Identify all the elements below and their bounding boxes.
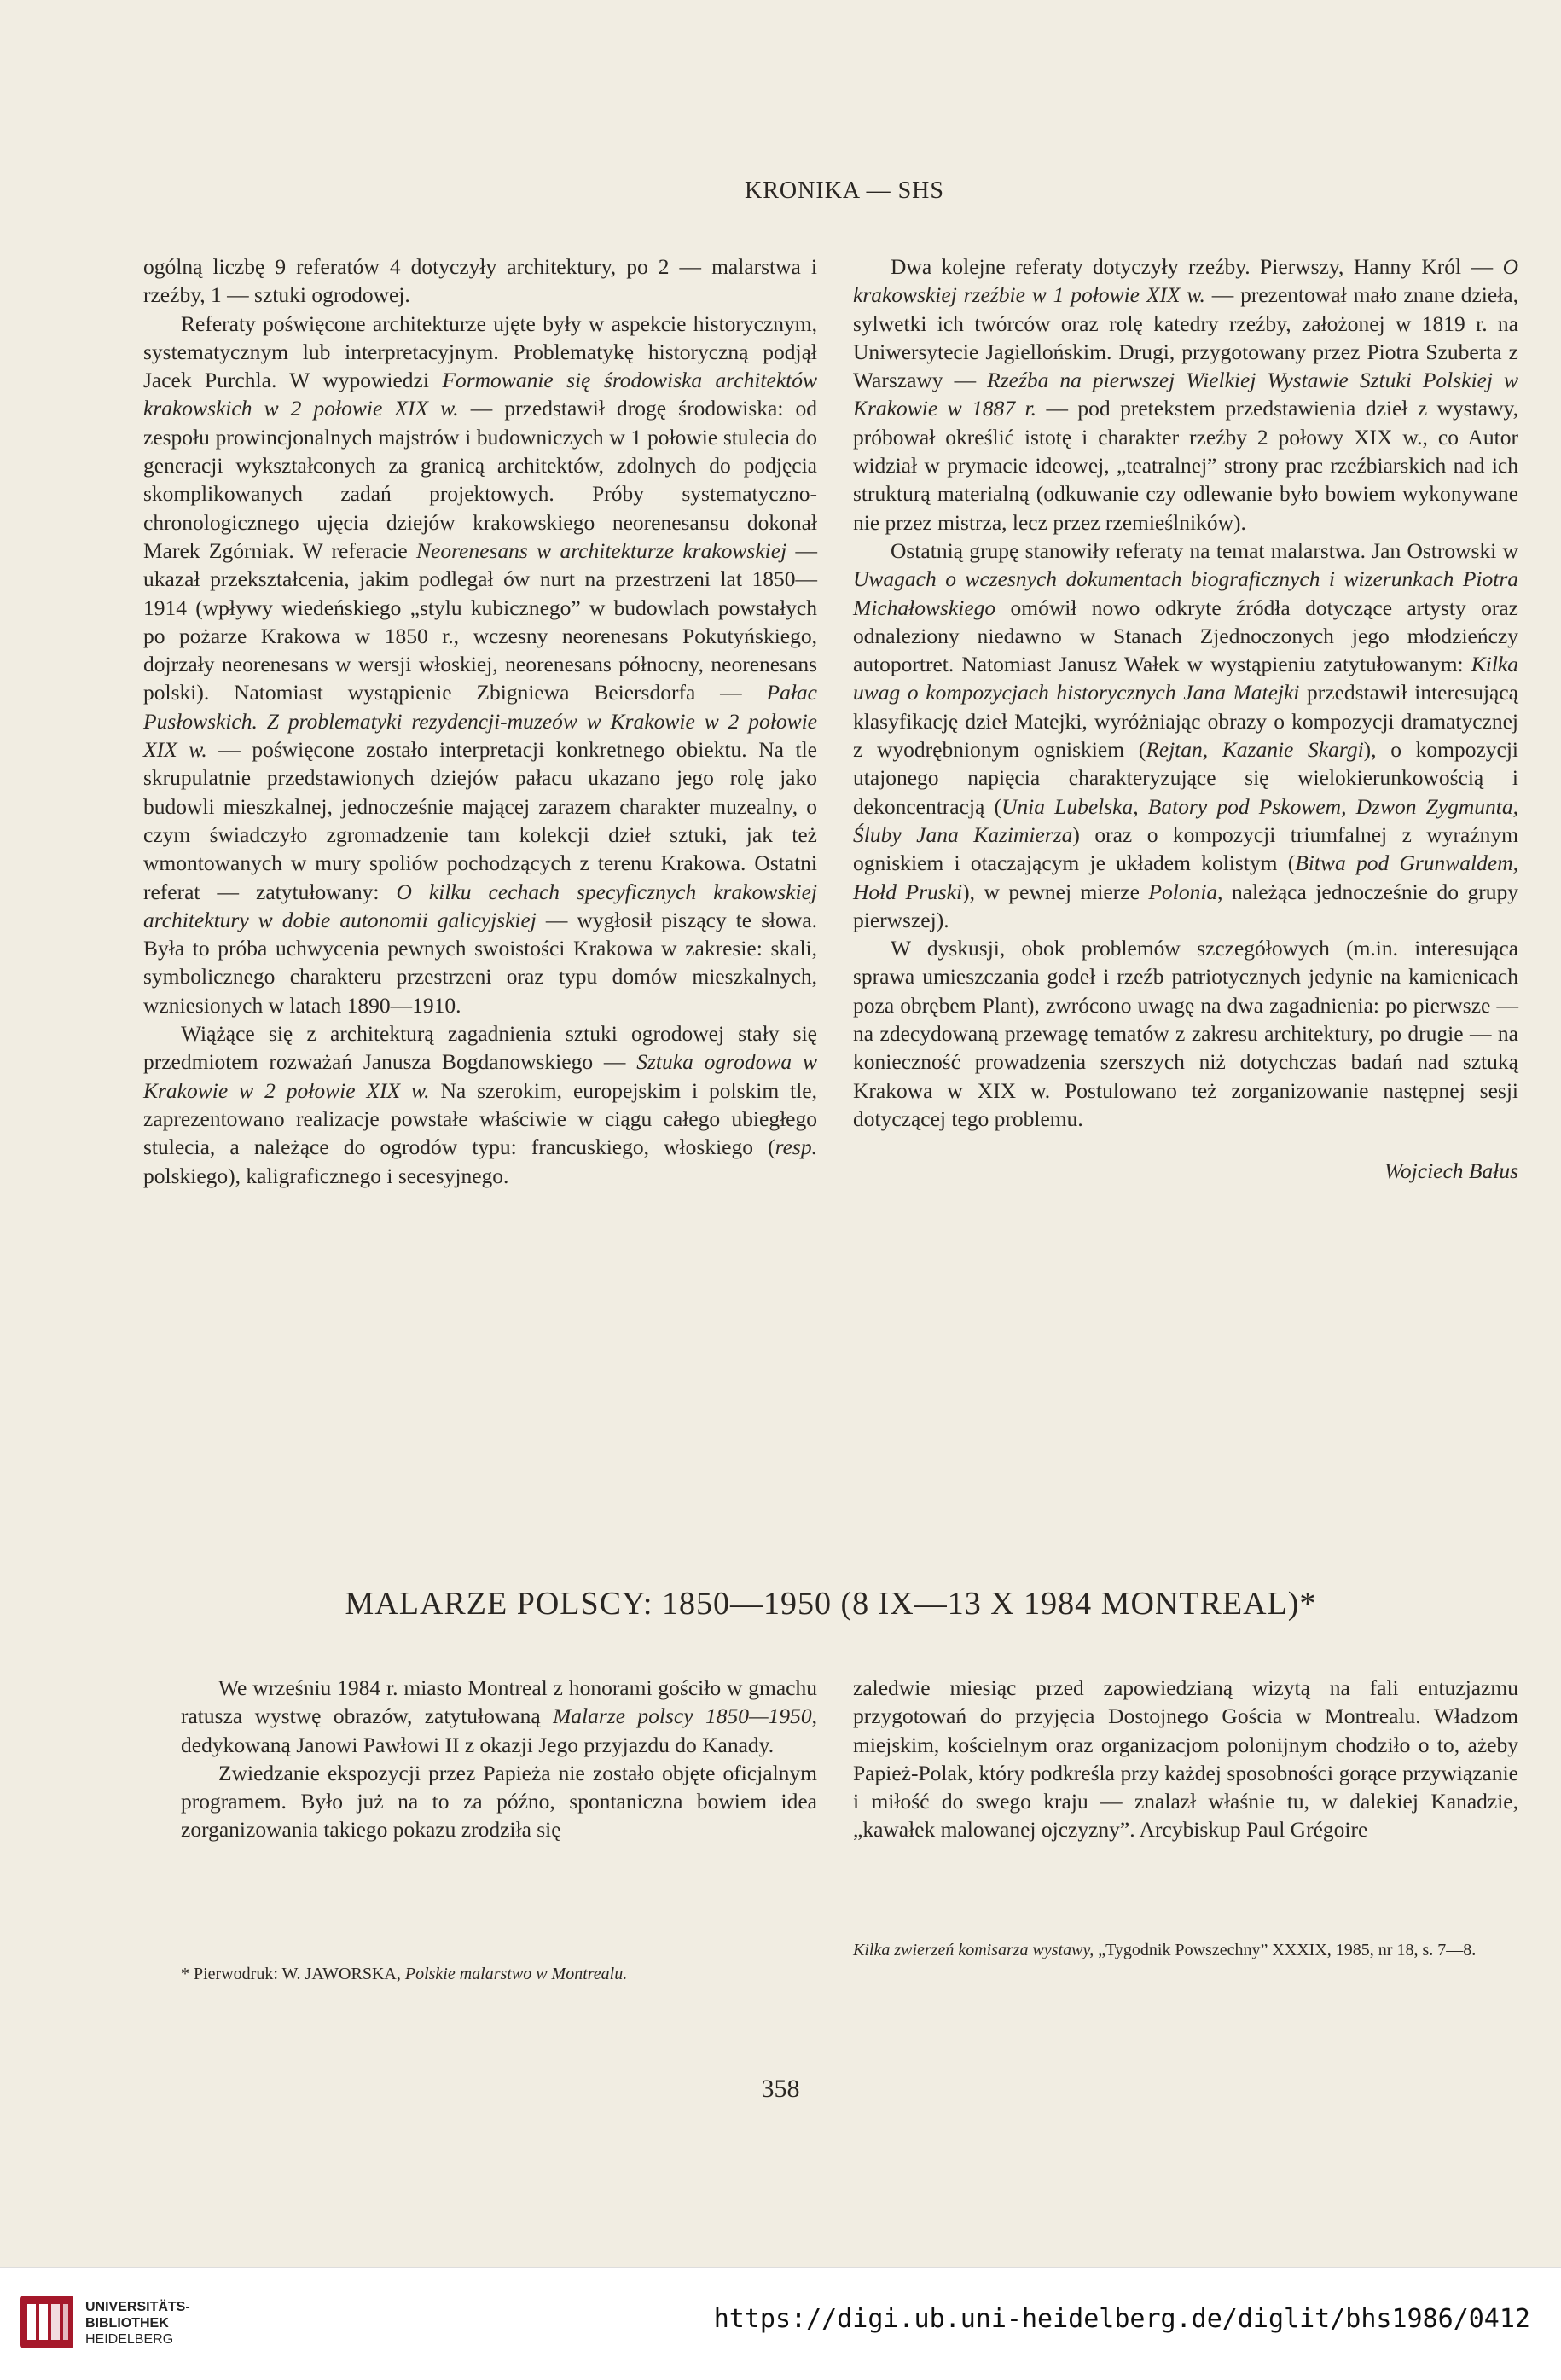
text: omówił nowo odkryte źródła dotyczące artysty oraz odnaleziony niedawno w Stanach Zjednoczonych jego młodzieńczy autoportret. Natomiast Janusz Wałek w wystąpieniu zatytułowanym: [853, 595, 1518, 677]
paragraph [181, 1674, 817, 1759]
text: Referaty poświęcone architekturze ujęte były w aspekcie historycznym, systematycznym lub interpretacyjnym. Problematykę historyczną podjął Jacek Purchla. W wypowiedzi [143, 311, 817, 393]
text: , należąca jednocześnie do grupy pierwszej). [853, 879, 1519, 932]
cited-title: Kilka zwierzeń komisarza wystawy, [853, 1941, 1094, 1959]
university-library-logo-icon [17, 2292, 77, 2352]
cited-title: Formowanie się środowiska architektów krakowskich w 2 połowie XIX w. [143, 368, 817, 421]
cited-title: Pałac Pusłowskich. Z problematyki rezydencji-muzeów w Krakowie w 2 połowie XIX w. [143, 680, 817, 763]
text: * Pierwodruk: W. JAWORSKA, [181, 1965, 405, 1983]
permalink-url[interactable]: https://digi.ub.uni-heidelberg.de/diglit/bhs1986/0412 [713, 2304, 1530, 2334]
text-column-right [853, 253, 1518, 1186]
text: Wiążące się z architekturą zagadnienia sztuki ogrodowej stały się przedmiotem rozważań Janusza Bogdanowskiego — [143, 1021, 817, 1075]
paragraph [143, 1019, 817, 1190]
text: — poświęcone zostało interpretacji konkretnego obiektu. Na tle skrupulatnie przedstawionych dziejów pałacu ukazano jego rolę jako budowli mieszkalnej, jednocześnie mającej zarazem charakter muzealny, o czym świadczyło zgromadzenie tam kolekcji dzieł sztuki, jak też wmontowanych w mury spoliów pochodzących z terenu Krakowa. Ostatni referat — zatytułowany: [143, 737, 817, 904]
cited-title: Uwagach o wczesnych dokumentach biograficznych i wizerunkach Piotra Michałowskiego [853, 566, 1518, 620]
text: We wrześniu 1984 r. miasto Montreal z honorami gościło w gmachu ratusza wystwę obrazów, zatytułowaną [181, 1675, 817, 1729]
text: — ukazał przekształcenia, jakim podlegał ów nurt na przestrzeni lat 1850—1914 (wpływy wiedeńskiego „stylu kubicznego” w budowlach powstałych po pożarze Krakowa w 1850 r., wczesny neorenesans Pokutyńskiego, dojrzały neorenesans w wersji włoskiej, neorenesans północny, neorenesans polski). Natomiast wystąpienie Zbigniewa Beiersdorfa — [143, 537, 817, 705]
text: — prezentował mało znane dzieła, sylwetki ich twórców oraz rolę katedry rzeźby, założonej w 1819 r. na Uniwersytecie Jagiellońskim. Drugi, przygotowany przez Piotra Szuberta z Warszawy — [853, 282, 1518, 393]
library-name-line: BIBLIOTHEK [85, 2316, 169, 2331]
running-head: KRONIKA — SHS [745, 177, 944, 204]
footnote-left [181, 1962, 817, 1987]
cited-title: Malarze polscy 1850—1950 [553, 1704, 812, 1729]
library-name-line: UNIVERSITÄTS- [85, 2300, 190, 2314]
text: ), w pewnej mierze [962, 879, 1149, 904]
text: W dyskusji, obok problemów szczegółowych (m.in. interesująca sprawa umieszczania godeł i rzeźb patriotycznych jedynie na kamienicach poza obrębem Plant), zwrócono uwagę na dwa zagadnienia: po pierwsze — na zdecydowaną przewagę tematów z zakresu architektury, po drugie — na konieczność prowadzenia szerszych niż dotychczas badań nad sztuką Krakowa w XIX w. Postulowano też zorganizowanie następnej sesji dotyczącej tego problemu. [853, 936, 1518, 1131]
text: — przedstawił drogę środowiska: od zespołu prowincjonalnych majstrów i budowniczych w 1 połowie stulecia do generacji wykształconych za granicą architektów, zdolnych do podjęcia skomplikowanych zadań projektowych. Próby systematyczno-chronologicznego ujęcia dziejów krakowskiego neorenesansu dokonał Marek Zgórniak. W referacie [143, 396, 818, 563]
cited-title: Neorenesans w architekturze krakowskiej [416, 537, 787, 563]
text: — pod pretekstem przedstawienia dzieł z wystawy, próbował określić istotę i charakter rzeźby 2 połowy XIX w., co Autor widział w prymacie ideowej, „teatralnej” strony prac rzeźbiarskich nad ich strukturą materialną (odkuwanie czy odlewanie było bowiem wykonywane nie przez mistrza, lecz przez rzemieślników). [853, 396, 1518, 535]
paragraph [181, 1759, 817, 1844]
cited-title: Polonia [1148, 879, 1218, 904]
paragraph [853, 253, 1518, 537]
text: zaledwie miesiąc przed zapowiedzianą wizytą na fali entuzjazmu przygotowań do przyjęcia Dostojnego Gościa w Montrealu. Władzom miejskim, kościelnym oraz organizacjom polonijnym chodziło o to, ażeby Papież-Polak, który podkreśla przy każdej sposobności gorące przywiązanie i miłość do swego kraju — znalazł właśnie tu, w dalekiej Kanadzie, „kawałek malowanej ojczyzny”. Arcybiskup Paul Grégoire [853, 1675, 1518, 1843]
text: Na szerokim, europejskim i polskim tle, zaprezentowano realizacje powstałe właściwie w ciągu całego ubiegłego stulecia, a należące do ogrodów typu: francuskiego, włoskiego ( [143, 1077, 817, 1160]
article-column-right [853, 1674, 1518, 1844]
text: ) oraz o kompozycji triumfalnej z wyraźnym ogniskiem i otaczającym je układem kolistym ( [853, 821, 1519, 876]
text: — wygłosił piszący te słowa. Była to próba uchwycenia pewnych swoistości Krakowa w zakresie: skali, symbolicznego charakteru przestrzeni oraz typu domów mieszkalnych, wzniesionych w latach 1890—1910. [143, 907, 817, 1018]
abbreviation: resp. [775, 1135, 817, 1160]
text: „Tygodnik Powszechny” XXXIX, 1985, nr 18, s. 7—8. [1094, 1941, 1477, 1959]
text: Dwa kolejne referaty dotyczyły rzeźby. Pierwszy, Hanny Król — [891, 254, 1503, 279]
cited-title: O krakowskiej rzeźbie w 1 połowie XIX w. [853, 254, 1518, 308]
text: polskiego), kaligraficznego i secesyjnego. [143, 1163, 509, 1188]
article-title: MALARZE POLSCY: 1850—1950 (8 IX—13 X 1984 MONTREAL)* [345, 1586, 1317, 1622]
cited-title: Polskie malarstwo w Montrealu. [404, 1965, 628, 1983]
article-column-left [181, 1674, 817, 1844]
cited-title: Kilka uwag o kompozycjach historycznych Jana Matejki [853, 652, 1518, 705]
cited-title: O kilku cechach specyficznych krakowskiej architektury w dobie autonomii galicyjskiej [143, 879, 817, 932]
paragraph [853, 1674, 1518, 1844]
paragraph [853, 934, 1518, 1133]
text: ), o kompozycji utajonego napięcia charakteryzujące się wielokierunkowością i dekoncentracją ( [853, 737, 1519, 819]
cited-title: Sztuka ogrodowa w Krakowie w 2 połowie XIX w. [143, 1049, 817, 1103]
text: , dedykowaną Janowi Pawłowi II z okazji Jego przyjazdu do Kanady. [181, 1704, 817, 1757]
page-number: 358 [761, 2075, 800, 2103]
cited-title: Unia Lubelska, Batory pod Pskowem, Dzwon Zygmunta, Śluby Jana Kazimierza [853, 793, 1519, 847]
author-signature: Wojciech Bałus [1384, 1158, 1518, 1184]
library-name [85, 2299, 190, 2348]
text-column-left [143, 253, 817, 1190]
cited-title: Rejtan, Kazanie Skargi [1146, 737, 1364, 763]
paragraph [143, 253, 817, 310]
cited-title: Bitwa pod Grunwaldem, Hołd Pruski [853, 850, 1518, 904]
text: Ostatnią grupę stanowiły referaty na temat malarstwa. Jan Ostrowski w [891, 537, 1518, 563]
paragraph [853, 537, 1518, 934]
library-name-line: HEIDELBERG [85, 2332, 174, 2347]
cited-title: Rzeźba na pierwszej Wielkiej Wystawie Sztuki Polskiej w Krakowie w 1887 r. [853, 368, 1518, 421]
paragraph [143, 310, 817, 1019]
library-footer-bar [0, 2267, 1561, 2380]
text: ogólną liczbę 9 referatów 4 dotyczyły architektury, po 2 — malarstwa i rzeźby, 1 — sztuki ogrodowej. [143, 254, 817, 308]
footnote-right [853, 1938, 1518, 1963]
text: przedstawił interesującą klasyfikację dzieł Matejki, wyróżniając obrazy o kompozycji dramatycznej z wyodrębnionym ogniskiem ( [853, 680, 1518, 763]
text: Zwiedzanie ekspozycji przez Papieża nie zostało objęte oficjalnym programem. Było już na to za późno, spontaniczna bowiem idea zorganizowania takiego pokazu zrodziła się [181, 1760, 817, 1843]
